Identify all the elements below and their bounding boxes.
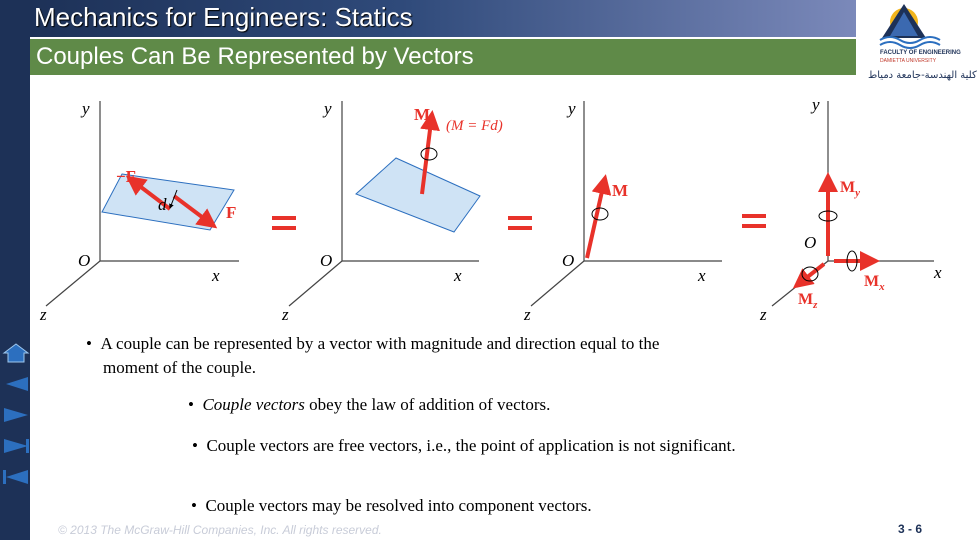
last-slide-icon[interactable] [2,466,30,488]
p2-M-label: M [414,105,431,124]
equals-sign-2 [508,216,532,230]
p4-Mx-sub: x [879,281,885,293]
p1-F-label: F [226,203,237,222]
svg-text:Mx [864,273,885,293]
p4-My-sub: y [855,187,860,199]
bullet-2: • Couple vectors obey the law of addition of vectors. [188,395,551,414]
p3-y-label: y [568,99,576,118]
equals-sign-3 [742,214,766,228]
panel-couple-forces [39,99,239,324]
svg-text:Mz [798,291,818,311]
p4-z-label: z [760,305,767,324]
p4-Mz-sub: z [813,299,818,311]
p3-M-label: M [612,181,629,200]
p1-d-label: d [158,195,167,214]
p1-x-label: x [212,266,220,285]
bullet-3-text: Couple vectors are free vectors, i.e., the point of application is not significant. [206,436,736,455]
logo-line1: FACULTY OF ENGINEERING [880,50,961,56]
p2-eq-label: (M = Fd) [446,118,503,134]
bullet-1: • A couple can be represented by a vector with magnitude and direction equal to the [86,334,660,353]
p4-y-label: y [812,95,820,114]
copyright-footer: © 2013 The McGraw-Hill Companies, Inc. All rights reserved. [58,523,382,537]
home-icon[interactable] [2,342,30,364]
subtitle-bar [30,39,856,75]
p1-o-label: O [78,251,91,270]
p1-z-label: z [40,305,47,324]
p4-Mx-label: M [864,273,880,290]
bullet-1-line2: moment of the couple. [103,358,256,377]
couple-vectors-figure [34,86,954,326]
page-number: 3 - 6 [898,522,923,536]
p2-y-label: y [324,99,332,118]
bullet-3: • Couple vectors are free vectors, i.e., the point of application is not significant. [192,436,736,455]
bullet-4: • Couple vectors may be resolved into component vectors. [191,496,592,515]
bullet-1-line1: A couple can be represented by a vector with magnitude and direction equal to the [100,334,660,353]
p3-z-label: z [524,305,531,324]
p2-x-label: x [454,266,462,285]
panel-component-vectors [759,95,942,324]
first-slide-icon[interactable] [2,373,30,395]
p1-y-label: y [82,99,90,118]
title-bar [30,0,856,37]
next-slide-icon[interactable] [2,435,30,457]
p2-o-label: O [320,251,333,270]
p4-Mz-label: M [798,291,814,308]
equals-sign-1 [272,216,296,230]
logo-line2: DAMIETTA UNIVERSITY [880,58,937,64]
panel-free-vector [523,99,722,324]
p2-z-label: z [282,305,289,324]
bullet-2-rest: obey the law of addition of vectors. [304,395,551,414]
p4-x-label: x [934,263,942,282]
p3-o-label: O [562,251,575,270]
slide-title: Mechanics for Engineers: Statics [34,2,413,32]
panel-moment-vector [281,99,503,324]
p4-o-label: O [804,233,817,252]
p1-negF-label: −F [116,167,137,186]
bullet-2-italic: Couple vectors [202,395,305,414]
p3-x-label: x [698,266,706,285]
svg-text:My [840,179,860,199]
logo-arabic: كلية الهندسة-جامعة دمياط [868,70,977,81]
nav-sidebar [0,0,30,540]
p4-My-label: M [840,179,856,196]
slide-subtitle: Couples Can Be Represented by Vectors [36,43,474,70]
bullet-4-text: Couple vectors may be resolved into component vectors. [205,496,592,515]
previous-slide-icon[interactable] [2,404,30,426]
